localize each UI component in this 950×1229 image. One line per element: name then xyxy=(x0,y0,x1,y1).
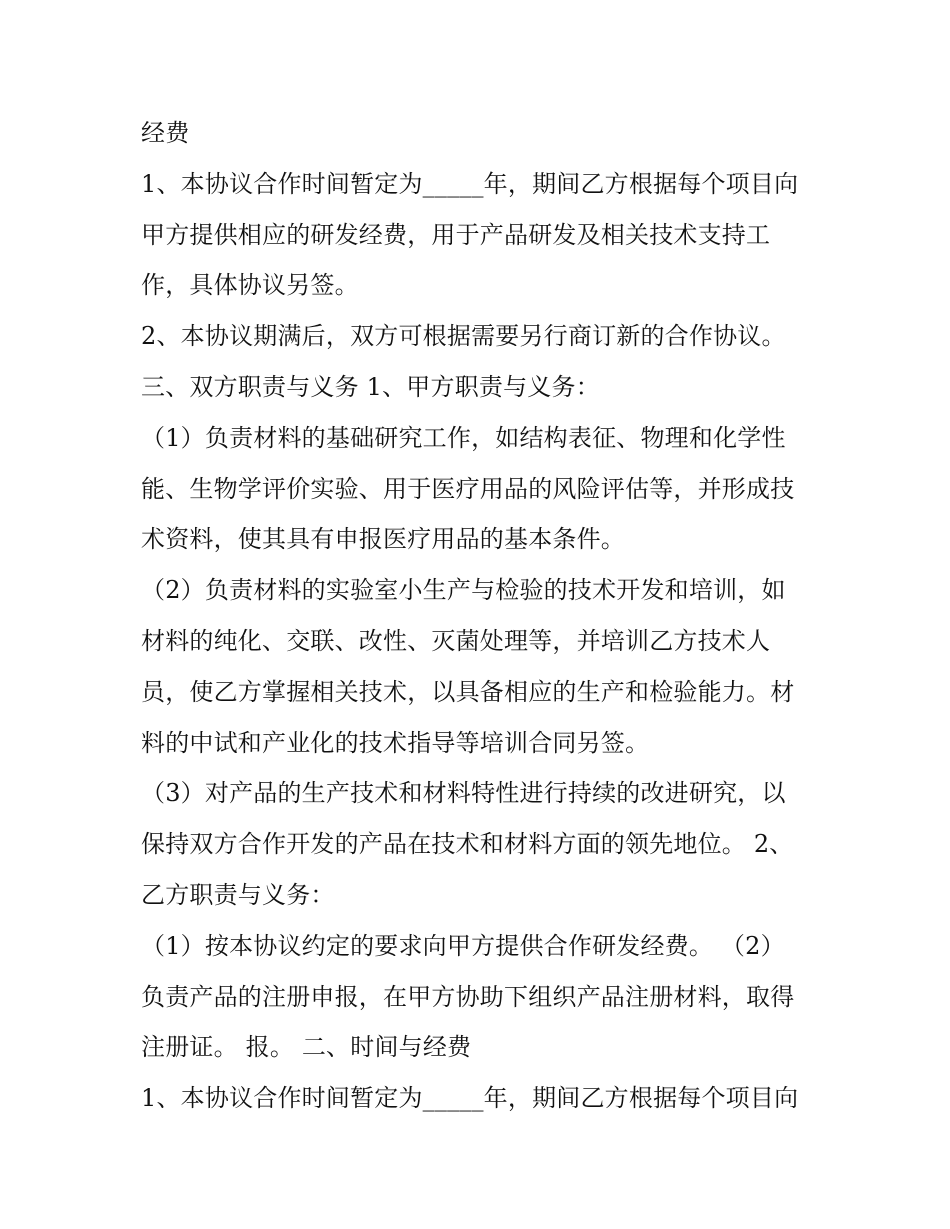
text-line: 员，使乙方掌握相关技术，以具备相应的生产和检验能力。材 xyxy=(141,677,795,706)
text-line: （1）按本协议约定的要求向甲方提供合作研发经费。 （2） xyxy=(141,931,785,960)
text-line: 能、生物学评价实验、用于医疗用品的风险评估等，并形成技 xyxy=(141,474,795,503)
text-line: （3）对产品的生产技术和材料特性进行持续的改进研究，以 xyxy=(141,779,786,808)
text-line: 2、本协议期满后，双方可根据需要另行商订新的合作协议。 xyxy=(141,322,786,351)
section-heading: 三、双方职责与义务 1、甲方职责与义务： xyxy=(141,372,600,401)
text-line: 料的中试和产业化的技术指导等培训合同另签。 xyxy=(141,728,650,757)
text-line: 1、本协议合作时间暂定为_____年，期间乙方根据每个项目向 xyxy=(141,1084,799,1113)
text-line: 保持双方合作开发的产品在技术和材料方面的领先地位。 2、 xyxy=(141,830,794,859)
text-line: 作，具体协议另签。 xyxy=(141,271,359,300)
text-line: 甲方提供相应的研发经费，用于产品研发及相关技术支持工 xyxy=(141,220,771,249)
text-line: 1、本协议合作时间暂定为_____年，期间乙方根据每个项目向 xyxy=(141,169,799,198)
text-line: 注册证。 报。 二、时间与经费 xyxy=(141,1033,472,1062)
text-line: （2）负责材料的实验室小生产与检验的技术开发和培训，如 xyxy=(141,576,786,605)
text-line: 经费 xyxy=(141,119,190,147)
text-line: 乙方职责与义务： xyxy=(141,880,335,909)
text-line: 术资料，使其具有申报医疗用品的基本条件。 xyxy=(141,525,625,554)
text-line: 负责产品的注册申报，在甲方协助下组织产品注册材料，取得 xyxy=(141,982,795,1011)
text-line: 材料的纯化、交联、改性、灭菌处理等，并培训乙方技术人 xyxy=(141,626,771,655)
document-body xyxy=(141,108,821,1124)
text-line: （1）负责材料的基础研究工作，如结构表征、物理和化学性 xyxy=(141,423,786,452)
